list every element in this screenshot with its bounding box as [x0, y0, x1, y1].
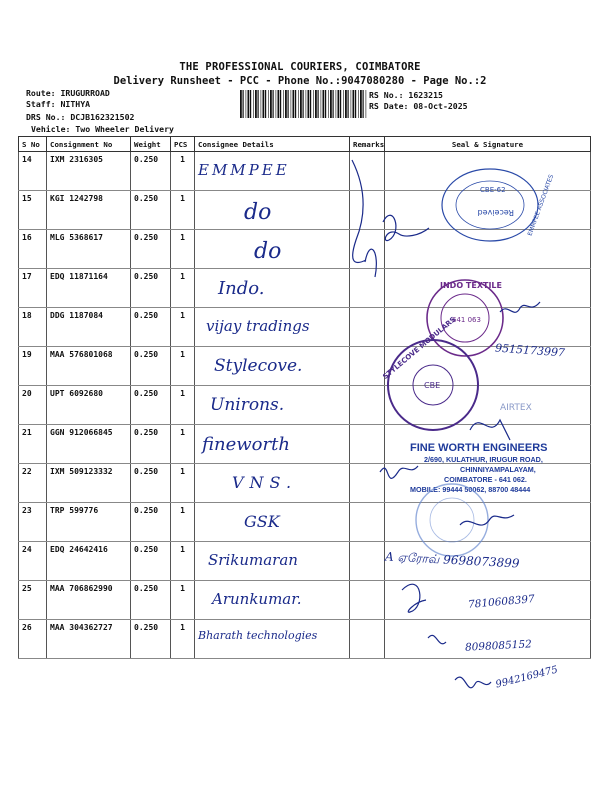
consignee-handwriting: Stylecove. [214, 356, 303, 376]
sno-cell: 18 [19, 308, 47, 347]
fineworth-name: FINE WORTH ENGINEERS [410, 442, 548, 454]
weight-cell: 0.250 [131, 542, 171, 581]
sno-cell: 20 [19, 386, 47, 425]
pcs-cell: 1 [171, 425, 195, 464]
emmpee-ring: EMMPEE ASSOCIATES [526, 173, 556, 237]
consignee-handwriting: Bharath technologies [198, 629, 318, 642]
fineworth-mobile: MOBILE: 99444 50062, 88700 48444 [410, 485, 531, 494]
pcs-cell: 1 [171, 191, 195, 230]
weight-cell: 0.250 [131, 503, 171, 542]
consignment-cell: IXM 509123332 [47, 464, 131, 503]
rs-no-text: RS No.: 1623215 [369, 90, 443, 100]
runsheet-subtitle: Delivery Runsheet - PCC - Phone No.:9047080280 - Page No.:2 [113, 75, 487, 87]
stylecove-ring: STYLECOVE MODULARS [381, 315, 458, 381]
vehicle-text: Vehicle: Two Wheeler Delivery [31, 124, 174, 134]
consignment-cell: MAA 576801068 [47, 347, 131, 386]
sno-cell: 23 [19, 503, 47, 542]
consignment-cell: IXM 2316305 [47, 152, 131, 191]
fineworth-stamp [410, 442, 548, 494]
weight-cell: 0.250 [131, 230, 171, 269]
consignment-cell: MAA 706862990 [47, 581, 131, 620]
pcs-cell: 1 [171, 503, 195, 542]
signature-strokes [352, 160, 540, 688]
consignment-cell: EDQ 24642416 [47, 542, 131, 581]
weight-cell: 0.250 [131, 425, 171, 464]
col-pcs: PCS [171, 137, 195, 152]
pcs-cell: 1 [171, 542, 195, 581]
consignee-handwriting: do [244, 200, 272, 225]
sno-cell: 16 [19, 230, 47, 269]
weight-cell: 0.250 [131, 464, 171, 503]
col-weight: Weight [131, 137, 171, 152]
indo-stamp [427, 280, 503, 356]
pcs-cell: 1 [171, 230, 195, 269]
col-sno: S No [19, 137, 47, 152]
sno-cell: 25 [19, 581, 47, 620]
consignment-cell: DDG 1187084 [47, 308, 131, 347]
consignment-cell: MLG 5368617 [47, 230, 131, 269]
pcs-cell: 1 [171, 620, 195, 659]
consignee-handwriting: Srikumaran [208, 551, 298, 569]
sig-r25-phone: 8098085152 [464, 638, 533, 654]
col-remarks: Remarks [350, 137, 385, 152]
staff-text: Staff: NITHYA [26, 99, 91, 109]
airtex-stamp: AIRTEX [500, 403, 532, 413]
consignee-handwriting: fineworth [202, 434, 290, 455]
sno-cell: 21 [19, 425, 47, 464]
drs-text: DRS No.: DCJB162321502 [26, 112, 135, 122]
weight-cell: 0.250 [131, 269, 171, 308]
consignee-handwriting: GSK [244, 512, 280, 531]
sig-r19-phone: 9515173997 [494, 341, 566, 360]
pcs-cell: 1 [171, 152, 195, 191]
sno-cell: 17 [19, 269, 47, 308]
col-seal: Seal & Signature [385, 137, 591, 152]
weight-cell: 0.250 [131, 581, 171, 620]
col-consignment: Consignment No [47, 137, 131, 152]
sno-cell: 26 [19, 620, 47, 659]
weight-cell: 0.250 [131, 386, 171, 425]
consignment-cell: TRP 599776 [47, 503, 131, 542]
sno-cell: 19 [19, 347, 47, 386]
pcs-cell: 1 [171, 347, 195, 386]
col-consignee: Consignee Details [195, 137, 350, 152]
weight-cell: 0.250 [131, 191, 171, 230]
consignment-cell: GGN 912066845 [47, 425, 131, 464]
pcs-cell: 1 [171, 269, 195, 308]
faded-stamp [416, 484, 488, 556]
consignee-handwriting: do [254, 239, 282, 264]
consignee-handwriting: EMMPEE [198, 161, 290, 179]
consignee-handwriting: VNS. [232, 473, 298, 492]
consignment-cell: EDQ 11871164 [47, 269, 131, 308]
emmpee-stamp [442, 169, 555, 241]
consignee-handwriting: Indo. [218, 278, 265, 299]
consignee-handwriting: vijay tradings [206, 317, 310, 335]
consignment-cell: UPT 6092680 [47, 386, 131, 425]
weight-cell: 0.250 [131, 620, 171, 659]
emmpee-code: CBE-62 [480, 186, 506, 194]
fineworth-addr2: CHINNIYAMPALAYAM, [460, 465, 536, 474]
route-text: Route: IRUGURROAD [26, 88, 110, 98]
consignment-cell: KGI 1242798 [47, 191, 131, 230]
pcs-cell: 1 [171, 308, 195, 347]
stylecove-center: CBE [424, 381, 441, 390]
weight-cell: 0.250 [131, 347, 171, 386]
sig-r24-phone: 7810608397 [467, 593, 536, 611]
pcs-cell: 1 [171, 464, 195, 503]
indo-ring: INDO TEXTILE [440, 281, 502, 290]
consignment-cell: MAA 304362727 [47, 620, 131, 659]
consignee-handwriting: Unirons. [210, 395, 285, 415]
rs-date-text: RS Date: 08-Oct-2025 [369, 101, 468, 111]
sno-cell: 24 [19, 542, 47, 581]
fineworth-addr1: 2/690, KULATHUR, IRUGUR ROAD, [424, 455, 543, 464]
sig-r26-phone: 9942169475 [494, 664, 560, 691]
emmpee-received: Received [477, 208, 514, 217]
sno-cell: 22 [19, 464, 47, 503]
sig-r23-phone: A ஏரோவ் 9698073899 [384, 549, 520, 571]
sno-cell: 15 [19, 191, 47, 230]
consignee-handwriting: Arunkumar. [212, 590, 302, 608]
weight-cell: 0.250 [131, 308, 171, 347]
fineworth-addr3: COIMBATORE - 641 062. [444, 475, 527, 484]
weight-cell: 0.250 [131, 152, 171, 191]
company-title: THE PROFESSIONAL COURIERS, COIMBATORE [179, 61, 421, 73]
pcs-cell: 1 [171, 581, 195, 620]
indo-code: 641 063 [452, 316, 481, 324]
pcs-cell: 1 [171, 386, 195, 425]
sno-cell: 14 [19, 152, 47, 191]
